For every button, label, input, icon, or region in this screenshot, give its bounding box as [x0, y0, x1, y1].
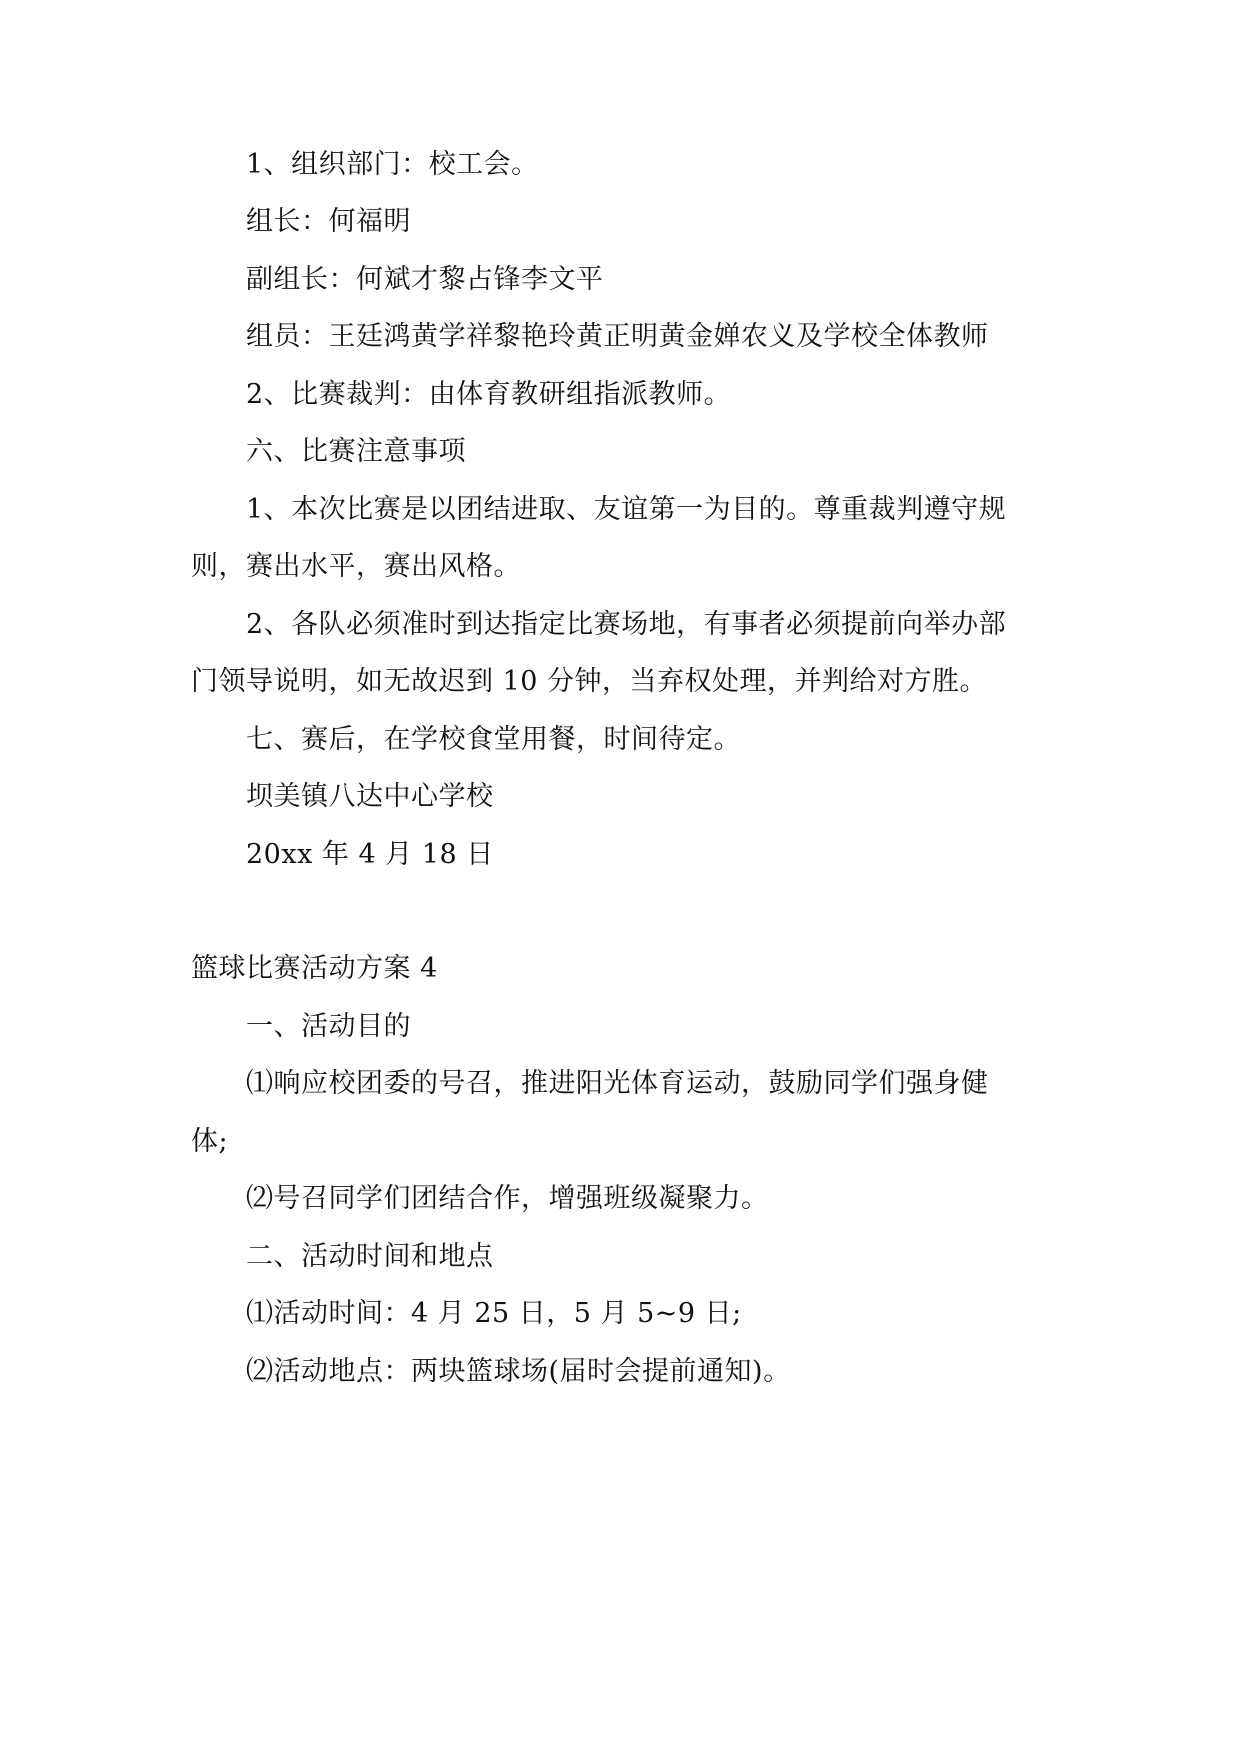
- document-date: 20xx 年 4 月 18 日: [246, 839, 494, 870]
- deputy-leader-line: 副组长：何斌才黎占锋李文平: [246, 264, 604, 295]
- activity-location-line: ⑵活动地点：两块篮球场(届时会提前通知)。: [246, 1356, 791, 1387]
- purpose-1-line-1: ⑴响应校团委的号召，推进阳光体育运动，鼓励同学们强身健: [246, 1068, 989, 1099]
- section-heading-after-match: 七、赛后，在学校食堂用餐，时间待定。: [246, 724, 741, 755]
- group-members-line: 组员：王廷鸿黄学祥黎艳玲黄正明黄金婵农义及学校全体教师: [246, 321, 989, 352]
- section-heading-notes: 六、比赛注意事项: [246, 436, 466, 467]
- org-department-line: 1、组织部门：校工会。: [246, 149, 539, 180]
- note-2-line-2: 门领导说明，如无故迟到 10 分钟，当弃权处理，并判给对方胜。: [191, 666, 988, 697]
- note-1-line-1: 1、本次比赛是以团结进取、友谊第一为目的。尊重裁判遵守规: [246, 494, 1007, 525]
- note-2-line-1: 2、各队必须准时到达指定比赛场地，有事者必须提前向举办部: [246, 609, 1007, 640]
- activity-time-line: ⑴活动时间：4 月 25 日，5 月 5~9 日;: [246, 1298, 742, 1329]
- purpose-2-line: ⑵号召同学们团结合作，增强班级凝聚力。: [246, 1183, 769, 1214]
- school-signature: 坝美镇八达中心学校: [246, 781, 494, 812]
- section-heading-time-place: 二、活动时间和地点: [246, 1241, 494, 1272]
- referee-line: 2、比赛裁判：由体育教研组指派教师。: [246, 379, 732, 410]
- section-heading-purpose: 一、活动目的: [246, 1011, 411, 1042]
- purpose-1-line-2: 体;: [191, 1126, 229, 1157]
- note-1-line-2: 则，赛出水平，赛出风格。: [191, 551, 521, 582]
- plan-title: 篮球比赛活动方案 4: [191, 953, 438, 984]
- group-leader-line: 组长：何福明: [246, 206, 411, 237]
